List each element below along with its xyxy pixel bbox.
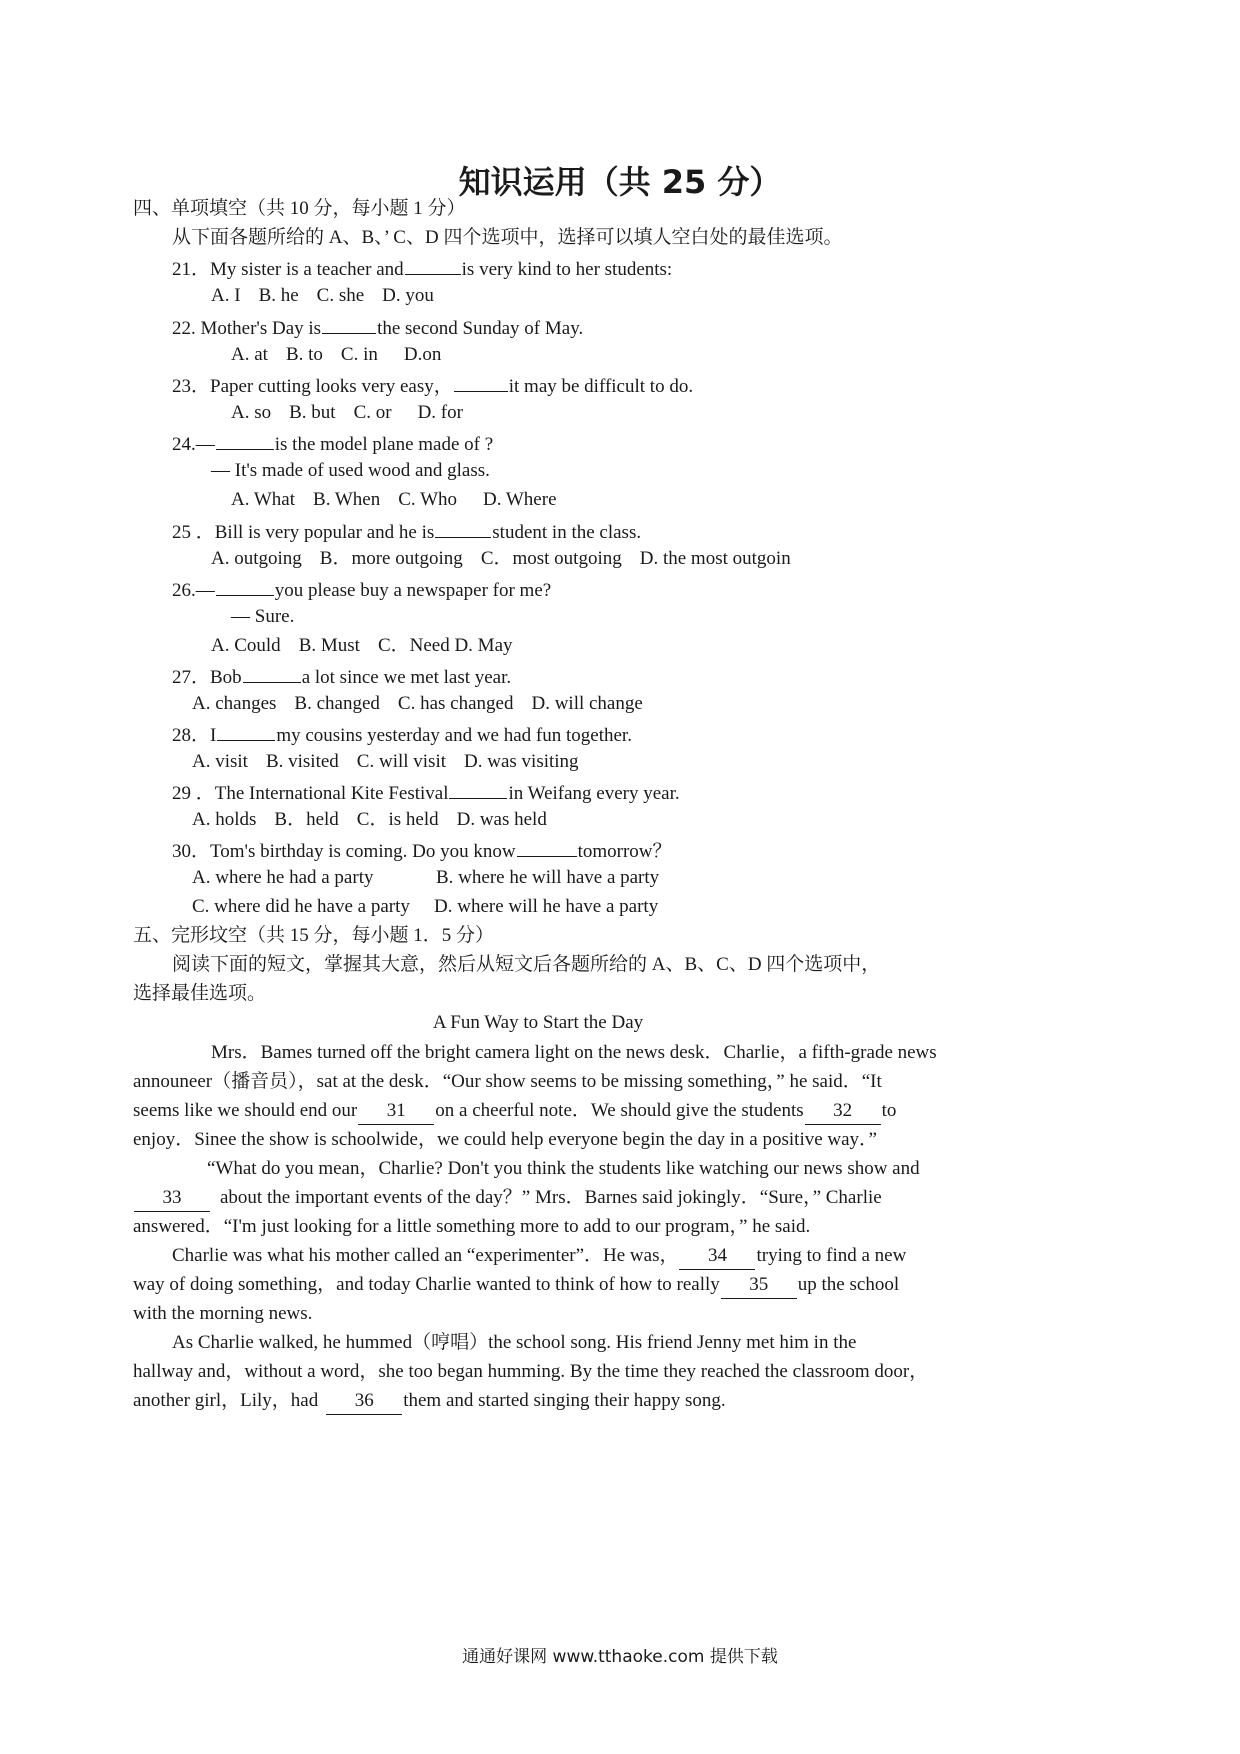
option-30-d[interactable]: D. where will he have a party — [434, 896, 659, 917]
answer-blank[interactable] — [449, 778, 507, 799]
cloze-blank-33[interactable]: 33 — [134, 1185, 210, 1212]
question-text: 30．Tom's birthday is coming. Do you know — [172, 841, 516, 862]
answer-blank[interactable] — [322, 313, 376, 334]
passage-line: enjoy．Sinee the show is schoolwide，we could help everyone begin the day in a positive way．” — [133, 1129, 877, 1150]
question-text: 24.— — [172, 434, 215, 455]
passage-line — [133, 1272, 899, 1299]
passage-text: up the school — [797, 1274, 900, 1295]
section-5-heading: 五、完形坟空（共 15 分，每小题 1．5 分） — [133, 925, 495, 946]
option-c[interactable]: C. Who — [398, 489, 457, 510]
question-text: is very kind to her students: — [461, 259, 673, 280]
cloze-blank-32[interactable]: 32 — [805, 1098, 881, 1125]
passage-text: another girl，Lily，had — [133, 1390, 319, 1411]
option-a[interactable]: A. Could — [211, 635, 281, 656]
question-text: you please buy a newspaper for me? — [274, 580, 552, 601]
option-b[interactable]: B. visited — [265, 751, 339, 772]
question-23 — [172, 371, 693, 400]
answer-blank[interactable] — [243, 662, 301, 683]
question-text: is the model plane made of ? — [274, 434, 494, 455]
option-d[interactable]: D. for — [417, 402, 463, 423]
question-21 — [172, 254, 672, 283]
answer-blank[interactable] — [216, 429, 274, 450]
passage-text: on a cheerful note．We should give the students — [435, 1100, 804, 1121]
answer-blank[interactable] — [435, 517, 491, 538]
option-d[interactable]: D. was held — [456, 809, 547, 830]
question-text: 21．My sister is a teacher and — [172, 259, 404, 280]
passage-title: A Fun Way to Start the Day — [432, 1012, 644, 1033]
passage-line: hallway and，without a word，she too began humming. By the time they reached the classroom door， — [133, 1361, 929, 1382]
cloze-blank-31[interactable]: 31 — [358, 1098, 434, 1125]
option-c[interactable]: C. she — [316, 285, 365, 306]
option-c[interactable]: C．most outgoing — [480, 548, 622, 569]
passage-text: to — [881, 1100, 897, 1121]
question-text: 22. Mother's Day is — [172, 318, 322, 339]
passage-text: about the important events of the day？” Mrs．Barnes said jokingly．“Sure，” Charlie — [220, 1187, 882, 1208]
question-text: 26.— — [172, 580, 215, 601]
passage-text: Charlie was what his mother called an “experimenter”．He was， — [172, 1245, 679, 1266]
question-22 — [172, 313, 583, 342]
passage-line — [133, 1185, 882, 1212]
answer-blank[interactable] — [216, 575, 274, 596]
question-30 — [172, 836, 672, 865]
option-c[interactable]: C. has changed — [397, 693, 514, 714]
question-text: 27．Bob — [172, 667, 242, 688]
option-b[interactable]: B. to — [285, 344, 323, 365]
option-b[interactable]: B. Must — [298, 635, 360, 656]
option-b[interactable]: B. changed — [294, 693, 380, 714]
passage-line: announeer（播音员），sat at the desk．“Our show seems to be missing something，” he said．“It — [133, 1071, 882, 1092]
section-5-instruction: 阅读下面的短文，掌握其大意，然后从短文后各题所给的 A、B、C、D 四个选项中， — [172, 954, 881, 975]
passage-line: answered．“I'm just looking for a little something more to add to our program，” he said. — [133, 1216, 811, 1237]
question-text: my cousins yesterday and we had fun together. — [276, 725, 632, 746]
reply-26: — Sure. — [231, 606, 295, 627]
option-a[interactable]: A. I — [211, 285, 241, 306]
passage-text: seems like we should end our — [133, 1100, 358, 1121]
options-22 — [231, 342, 459, 368]
footer-source: 通通好课网 www.tthaoke.com 提供下载 — [462, 1647, 778, 1667]
reply-24: — It's made of used wood and glass. — [211, 460, 490, 481]
option-d[interactable]: D.on — [403, 344, 442, 365]
option-b[interactable]: B. he — [258, 285, 299, 306]
question-text: 23．Paper cutting looks very easy， — [172, 376, 453, 397]
question-text: in Weifang every year. — [508, 783, 680, 804]
options-23 — [231, 400, 481, 426]
cloze-blank-34[interactable]: 34 — [679, 1243, 755, 1270]
option-d[interactable]: D. was visiting — [464, 751, 579, 772]
passage-text: them and started singing their happy song. — [403, 1390, 726, 1411]
option-a[interactable]: A. changes — [192, 693, 277, 714]
passage-line — [133, 1098, 896, 1125]
question-text: a lot since we met last year. — [301, 667, 512, 688]
question-text: 25 ．Bill is very popular and he is — [172, 522, 435, 543]
question-text: tomorrow？ — [577, 841, 672, 862]
option-30-b[interactable]: B. where he will have a party — [436, 867, 660, 888]
question-text: the second Sunday of May. — [377, 318, 584, 339]
page-title: 知识运用（共 25 分） — [458, 163, 782, 201]
question-27 — [172, 662, 511, 691]
passage-line: As Charlie walked, he hummed（哼唱）the school song. His friend Jenny met him in the — [172, 1332, 857, 1353]
option-c[interactable]: C. in — [340, 344, 378, 365]
options-21 — [211, 283, 452, 309]
option-30-a[interactable]: A. where he had a party — [192, 867, 374, 888]
option-a[interactable]: A. so — [231, 402, 272, 423]
question-26 — [172, 575, 551, 604]
question-29 — [172, 778, 680, 807]
options-25 — [211, 546, 809, 572]
question-24 — [172, 429, 493, 458]
option-b[interactable]: B．more outgoing — [319, 548, 463, 569]
option-d[interactable]: D. will change — [531, 693, 643, 714]
passage-line: Mrs．Bames turned off the bright camera light on the news desk．Charlie，a fifth-grade news — [211, 1042, 937, 1063]
passage-line — [172, 1243, 906, 1270]
question-text: it may be difficult to do. — [508, 376, 694, 397]
option-a[interactable]: A. visit — [192, 751, 248, 772]
option-c[interactable]: C. will visit — [356, 751, 447, 772]
answer-blank[interactable] — [454, 371, 508, 392]
option-d[interactable]: D. Where — [483, 489, 557, 510]
option-c-d[interactable]: C．Need D. May — [377, 635, 513, 656]
section-4-heading: 四、单项填空（共 10 分，每小题 1 分） — [133, 198, 466, 219]
option-30-c[interactable]: C. where did he have a party — [192, 896, 410, 917]
option-c[interactable]: C．is held — [356, 809, 439, 830]
question-text: 28．I — [172, 725, 217, 746]
option-a[interactable]: A. holds — [192, 809, 257, 830]
question-28 — [172, 720, 632, 749]
section-4-instruction: 从下面各题所给的 A、B、’ C、D 四个选项中，选择可以填人空白处的最佳选项。 — [172, 227, 843, 248]
answer-blank[interactable] — [517, 836, 577, 857]
passage-line: “What do you mean，Charlie? Don't you think the students like watching our news show and — [207, 1158, 920, 1179]
answer-blank[interactable] — [217, 720, 275, 741]
question-text: 29 ．The International Kite Festival — [172, 783, 449, 804]
options-24 — [231, 487, 575, 513]
passage-line: with the morning news. — [133, 1303, 313, 1324]
option-a[interactable]: A. at — [231, 344, 268, 365]
question-text: student in the class. — [492, 522, 642, 543]
options-26 — [211, 633, 531, 659]
section-5-instruction-cont: 选择最佳选项。 — [133, 983, 267, 1004]
option-c[interactable]: C. or — [353, 402, 392, 423]
options-29 — [192, 807, 565, 833]
option-a[interactable]: A. outgoing — [211, 548, 302, 569]
cloze-blank-35[interactable]: 35 — [721, 1272, 797, 1299]
option-b[interactable]: B. but — [289, 402, 336, 423]
passage-text: trying to find a new — [756, 1245, 907, 1266]
option-b[interactable]: B. When — [313, 489, 381, 510]
option-d[interactable]: D. the most outgoin — [639, 548, 791, 569]
options-28 — [192, 749, 597, 775]
option-d[interactable]: D. you — [382, 285, 434, 306]
passage-text: way of doing something，and today Charlie wanted to think of how to really — [133, 1274, 720, 1295]
options-27 — [192, 691, 661, 717]
answer-blank[interactable] — [405, 254, 461, 275]
question-25 — [172, 517, 641, 546]
cloze-blank-36[interactable]: 36 — [326, 1388, 402, 1415]
passage-line — [133, 1388, 726, 1415]
option-a[interactable]: A. What — [231, 489, 296, 510]
option-b[interactable]: B．held — [274, 809, 339, 830]
